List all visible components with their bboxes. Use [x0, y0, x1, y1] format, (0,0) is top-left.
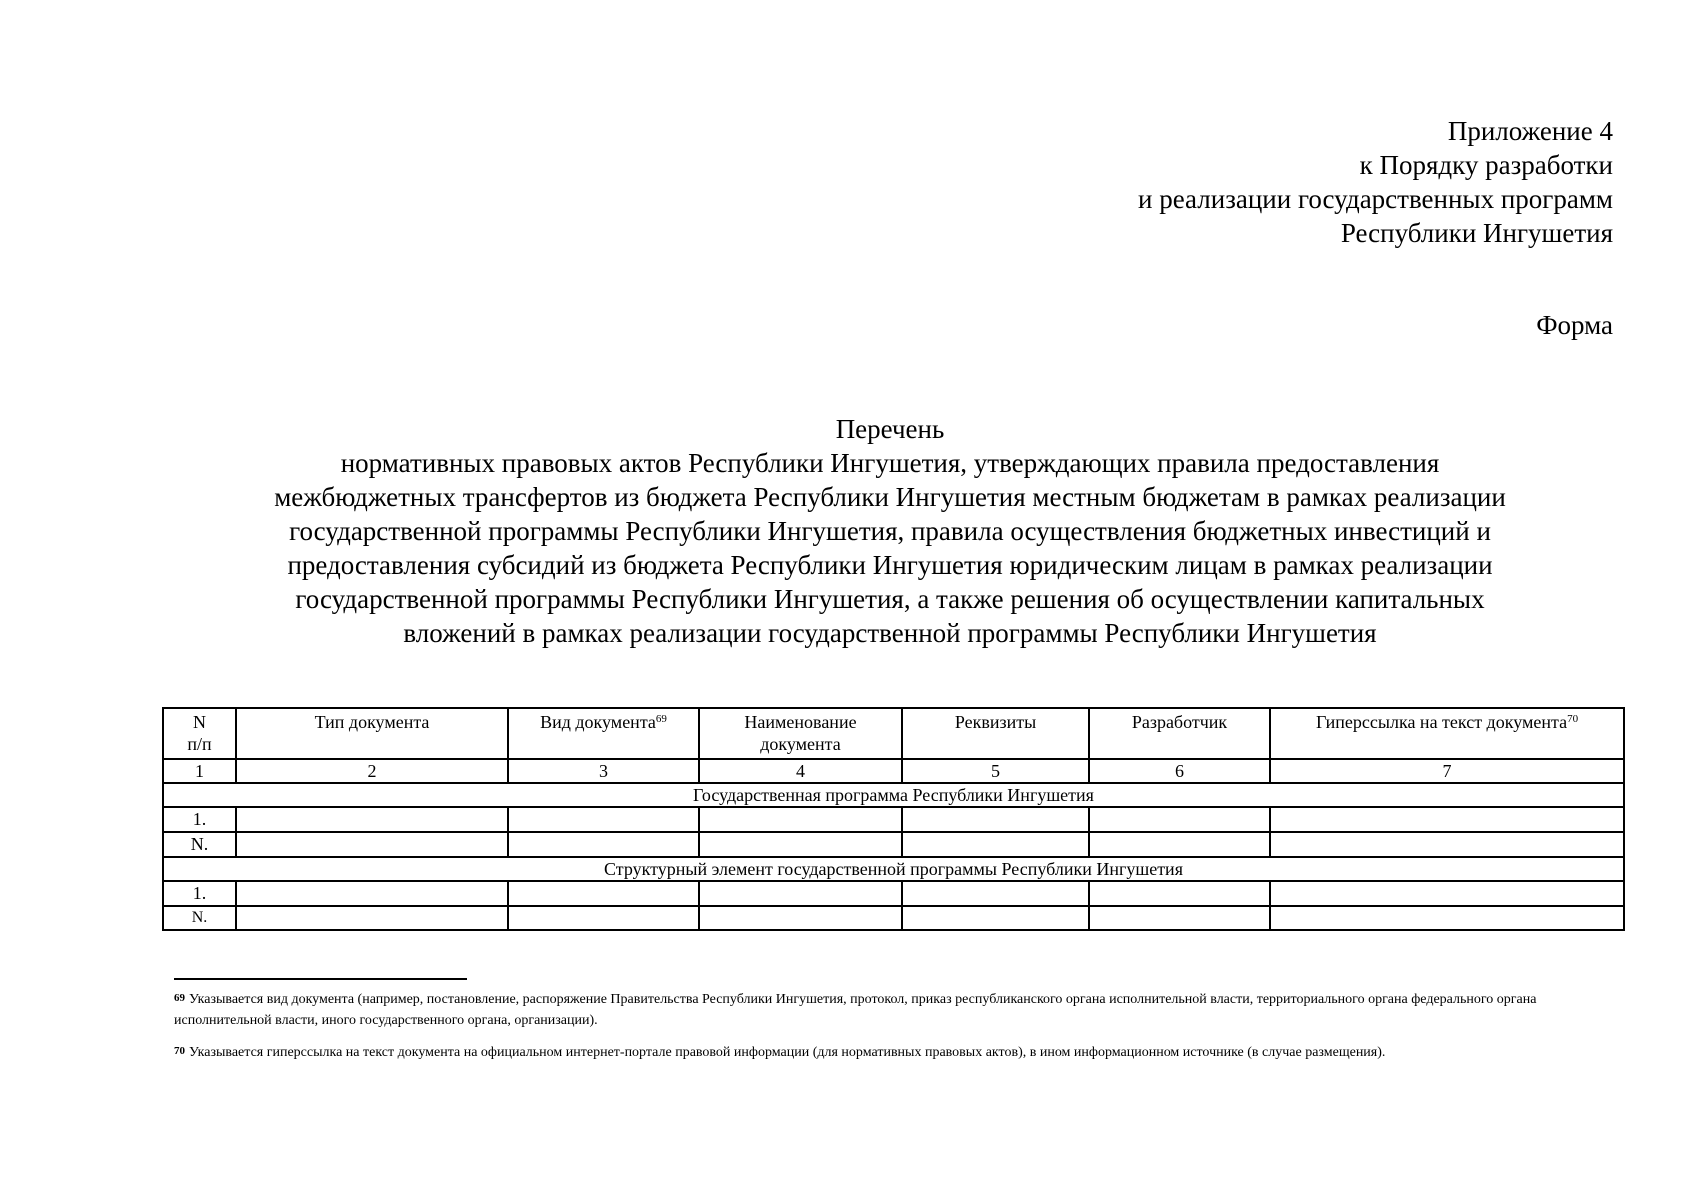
table-cell[interactable] [1270, 807, 1624, 832]
header-cell-hyperlink [1270, 708, 1624, 759]
header-cell-doc-name [699, 708, 902, 759]
title-line: нормативных правовых актов Республики Ингушетия, утверждающих правила предоставления [340, 448, 1440, 478]
column-number: 6 [1089, 759, 1270, 783]
table-cell[interactable] [1089, 906, 1270, 930]
table-row [163, 832, 1624, 857]
table-cell[interactable] [508, 832, 699, 857]
header-text: N [193, 712, 206, 732]
header-cell-developer [1089, 708, 1270, 759]
table-cell[interactable] [1270, 832, 1624, 857]
column-number: 3 [508, 759, 699, 783]
table-cell[interactable] [508, 807, 699, 832]
footnote-ref: 70 [1567, 713, 1579, 725]
table-row [163, 881, 1624, 906]
title-line: предоставления субсидий из бюджета Республики Ингушетия юридическим лицам в рамках реализации [287, 550, 1493, 580]
table-cell[interactable] [1270, 881, 1624, 906]
footnote-mark: 69 [174, 992, 185, 1004]
title-line: межбюджетных трансфертов из бюджета Республики Ингушетия местным бюджетам в рамках реализации [274, 482, 1506, 512]
appendix-header [1138, 114, 1613, 250]
table-cell[interactable] [902, 807, 1089, 832]
header-text: Наименование [744, 712, 857, 732]
header-text: Тип документа [314, 712, 430, 732]
table-cell[interactable] [1089, 881, 1270, 906]
title-line: государственной программы Республики Ингушетия, а также решения об осуществлении капитальных [295, 584, 1485, 614]
table-header-row [163, 708, 1624, 759]
header-cell-number [163, 708, 236, 759]
table-cell[interactable] [508, 906, 699, 930]
section-title: Структурный элемент государственной программы Республики Ингушетия [163, 857, 1624, 881]
documents-table [162, 707, 1625, 931]
header-text: Гиперссылка на текст документа [1315, 712, 1568, 732]
header-cell-doc-type [236, 708, 508, 759]
table-cell[interactable] [699, 807, 902, 832]
footnote [174, 1042, 1614, 1063]
table-cell[interactable] [902, 881, 1089, 906]
table-cell[interactable] [902, 832, 1089, 857]
title-line: вложений в рамках реализации государственной программы Республики Ингушетия [403, 618, 1377, 648]
appendix-line: Приложение 4 [1447, 116, 1613, 146]
form-label: Форма [1536, 310, 1613, 340]
column-number: 5 [902, 759, 1089, 783]
title-heading: Перечень [835, 414, 945, 444]
row-number: 1. [163, 881, 236, 906]
row-number: N. [163, 832, 236, 857]
row-number: 1. [163, 807, 236, 832]
footnote-ref: 69 [655, 713, 667, 725]
table-cell[interactable] [902, 906, 1089, 930]
table-cell[interactable] [236, 832, 508, 857]
header-cell-requisites [902, 708, 1089, 759]
section-title: Государственная программа Республики Ингушетия [163, 783, 1624, 807]
section-row [163, 783, 1624, 807]
table-cell[interactable] [1270, 906, 1624, 930]
table-cell[interactable] [236, 807, 508, 832]
header-text: документа [760, 734, 841, 754]
title-line: государственной программы Республики Ингушетия, правила осуществления бюджетных инвестиций и [289, 516, 1491, 546]
header-cell-doc-kind [508, 708, 699, 759]
footnote-mark: 70 [174, 1045, 185, 1057]
column-numbers-row [163, 759, 1624, 783]
footnote-text: Указывается гиперссылка на текст документа на официальном интернет-портале правовой информации (для нормативных правовых актов), в ином информационном источнике (в случае размещения). [189, 1045, 1386, 1060]
table-cell[interactable] [699, 906, 902, 930]
table-cell[interactable] [699, 832, 902, 857]
column-number: 4 [699, 759, 902, 783]
table-cell[interactable] [1089, 832, 1270, 857]
table-cell[interactable] [236, 881, 508, 906]
table-row [163, 906, 1624, 930]
footnote [174, 989, 1614, 1031]
table-cell[interactable] [236, 906, 508, 930]
row-number: N. [163, 906, 236, 930]
column-number: 7 [1270, 759, 1624, 783]
section-row [163, 857, 1624, 881]
header-text: Вид документа [540, 712, 656, 732]
header-text: Разработчик [1131, 712, 1228, 732]
appendix-line: Республики Ингушетия [1340, 218, 1613, 248]
document-title [160, 412, 1620, 650]
header-text: Реквизиты [954, 712, 1037, 732]
appendix-line: и реализации государственных программ [1138, 184, 1613, 214]
table-cell[interactable] [508, 881, 699, 906]
footnote-separator [174, 978, 467, 980]
column-number: 1 [163, 759, 236, 783]
column-number: 2 [236, 759, 508, 783]
table-cell[interactable] [699, 881, 902, 906]
table-cell[interactable] [1089, 807, 1270, 832]
footnote-text: Указывается вид документа (например, постановление, распоряжение Правительства Республики Ингушетия, протокол, приказ республиканского органа исполнительной власти, территориального органа федерального органа исполнительной власти, иного государственного органа, организации). [174, 992, 1537, 1028]
header-text: п/п [187, 734, 212, 754]
table-row [163, 807, 1624, 832]
appendix-line: к Порядку разработки [1359, 150, 1613, 180]
